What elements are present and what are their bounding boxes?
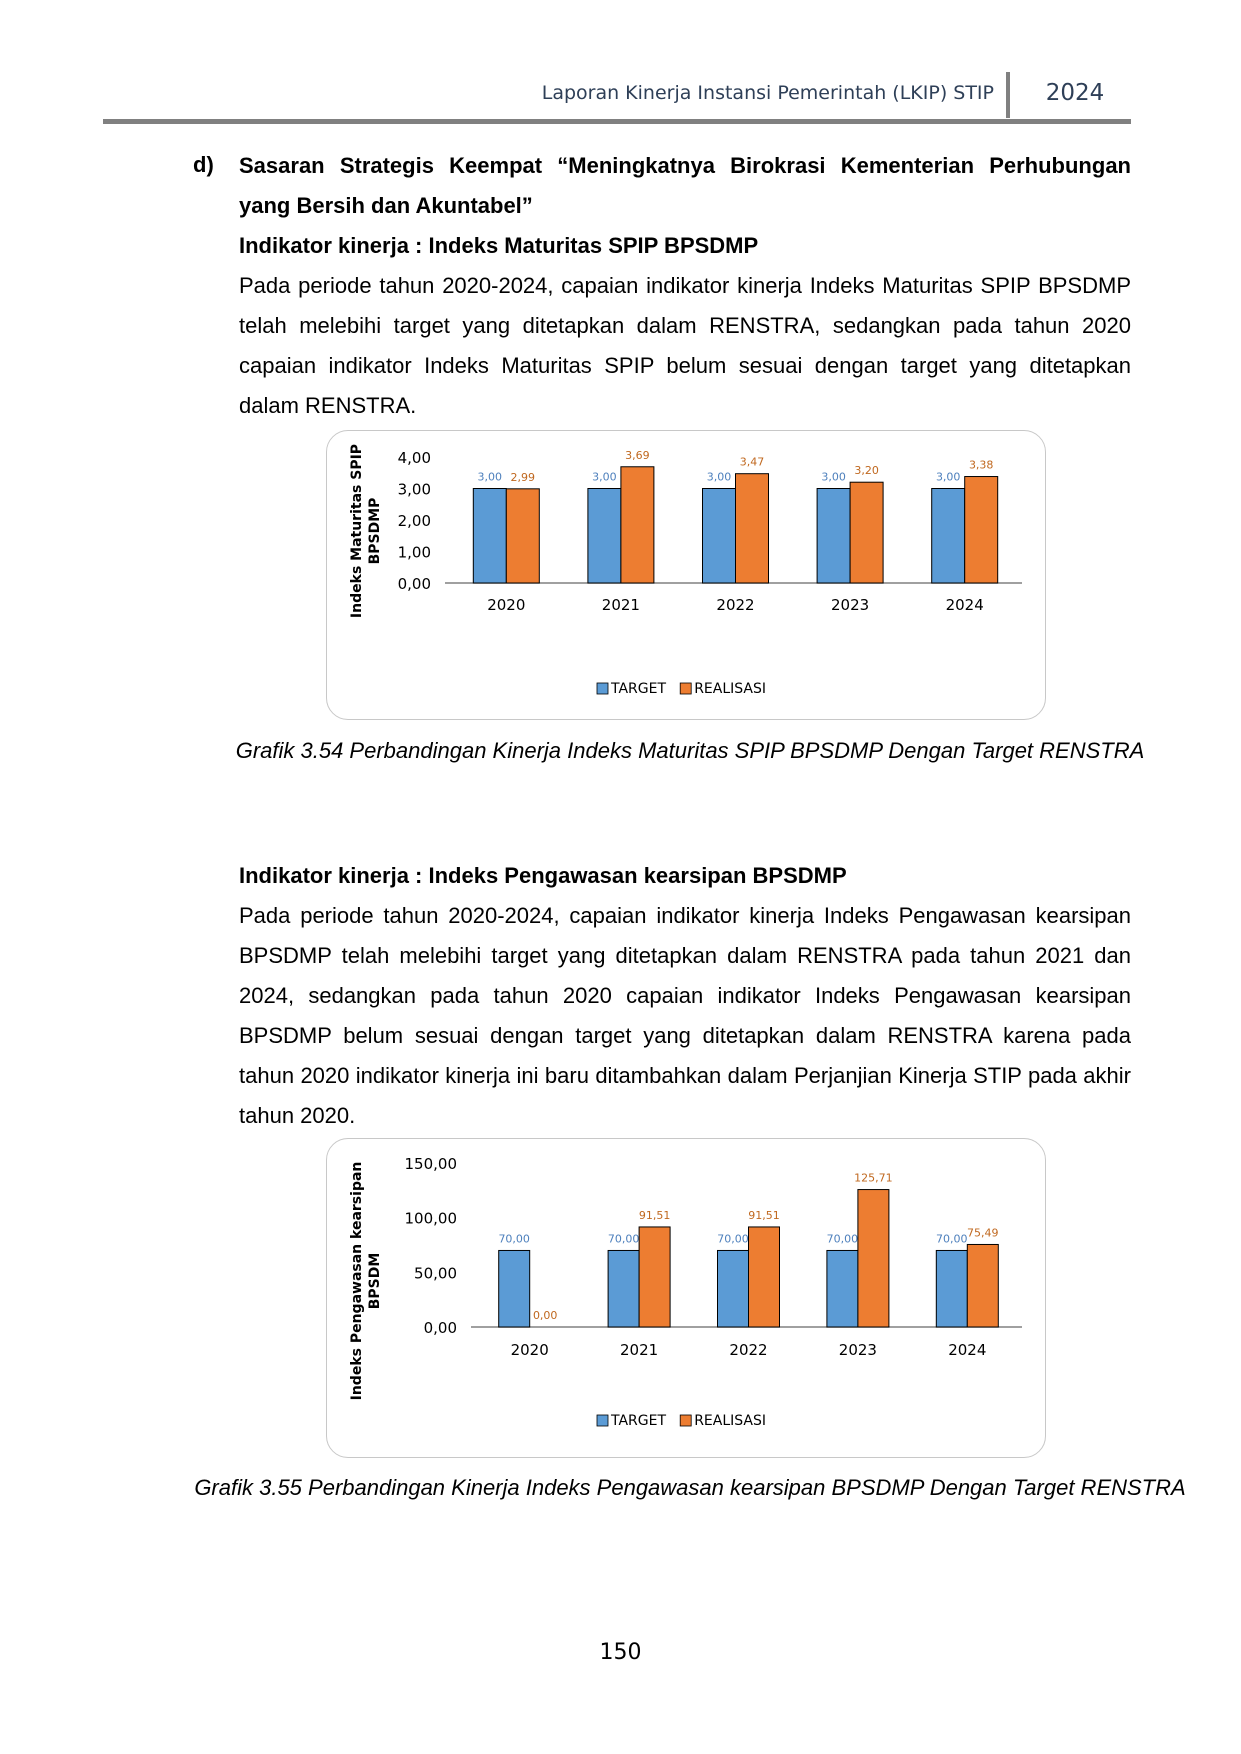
section-marker: d) xyxy=(193,152,214,177)
bar-target xyxy=(817,489,850,584)
x-tick-label: 2022 xyxy=(716,596,755,614)
legend-swatch xyxy=(597,683,608,694)
data-label-target: 70,00 xyxy=(936,1232,968,1246)
bar-target xyxy=(936,1250,967,1327)
bar-realisasi xyxy=(736,474,769,583)
header-rule xyxy=(103,119,1131,124)
data-label-target: 70,00 xyxy=(717,1232,749,1246)
y-axis-title-line: BPSDMP xyxy=(367,497,383,565)
y-axis-title-line: Indeks Maturitas SPIP xyxy=(349,443,365,619)
y-axis-title-line: BPSDM xyxy=(367,1252,383,1310)
data-label-realisasi: 75,49 xyxy=(967,1226,999,1240)
data-label-target: 3,00 xyxy=(935,470,961,484)
legend-label: TARGET xyxy=(611,681,667,697)
section-heading: Sasaran Strategis Keempat “Meningkatnya Birokrasi Kementerian Perhubungan yang Bersih dan Akuntabel” xyxy=(239,153,1131,218)
bar-realisasi xyxy=(749,1227,780,1327)
bar-target xyxy=(718,1250,749,1327)
y-axis-title-line: Indeks Pengawasan kearsipan xyxy=(349,1161,365,1401)
x-tick-label: 2024 xyxy=(948,1341,987,1359)
legend-swatch xyxy=(680,1415,691,1426)
x-tick-label: 2021 xyxy=(601,596,640,614)
indicator-2-paragraph: Pada periode tahun 2020-2024, capaian indikator kinerja Indeks Pengawasan kearsipan BPSDMP telah melebihi target yang ditetapkan dalam RENSTRA pada tahun 2021 dan 2024, sedangkan pada tahun 2020 capaian indikator Indeks Pengawasan kearsipan BPSDMP belum sesuai dengan target yang ditetapkan dalam RENSTRA karena pada tahun 2020 indikator kinerja ini baru ditambahkan dalam Perjanjian Kinerja STIP pada akhir tahun 2020. xyxy=(239,903,1131,1128)
bar-realisasi xyxy=(858,1190,889,1327)
x-tick-label: 2020 xyxy=(510,1341,549,1359)
header-title: Laporan Kinerja Instansi Pemerintah (LKIP) STIP xyxy=(541,82,994,104)
data-label-realisasi: 3,38 xyxy=(968,458,994,472)
data-label-target: 70,00 xyxy=(498,1232,530,1246)
header-separator xyxy=(1006,72,1010,118)
bar-target xyxy=(473,489,506,584)
indicator-1-paragraph: Pada periode tahun 2020-2024, capaian indikator kinerja Indeks Maturitas SPIP BPSDMP telah melebihi target yang ditetapkan dalam RENSTRA, sedangkan pada tahun 2020 capaian indikator Indeks Maturitas SPIP belum sesuai dengan target yang ditetapkan dalam RENSTRA. xyxy=(239,273,1131,418)
bar-target xyxy=(608,1250,639,1327)
legend-label: TARGET xyxy=(611,1413,667,1429)
chart-2-container xyxy=(326,1138,1046,1458)
y-tick-label: 0,00 xyxy=(423,1319,457,1337)
y-axis-title xyxy=(349,1162,383,1401)
bar-realisasi xyxy=(850,482,883,583)
x-tick-label: 2021 xyxy=(620,1341,659,1359)
chart-2-svg xyxy=(327,1139,1045,1457)
y-tick-label: 3,00 xyxy=(397,480,431,499)
data-label-target: 3,00 xyxy=(592,470,617,484)
y-tick-label: 100,00 xyxy=(404,1209,457,1228)
y-tick-label: 150,00 xyxy=(404,1155,457,1173)
bar-realisasi xyxy=(965,477,998,583)
bar-realisasi xyxy=(967,1244,998,1327)
data-label-realisasi: 91,51 xyxy=(748,1208,780,1222)
data-label-target: 3,00 xyxy=(477,470,503,484)
x-tick-label: 2023 xyxy=(831,596,870,614)
y-tick-label: 2,00 xyxy=(397,512,431,530)
chart-1-container xyxy=(326,430,1046,720)
data-label-realisasi: 91,51 xyxy=(638,1208,671,1222)
bar-target xyxy=(932,489,965,584)
data-label-realisasi: 3,47 xyxy=(739,455,765,469)
chart-1-svg xyxy=(327,431,1045,719)
chart-1-caption: Grafik 3.54 Perbandingan Kinerja Indeks Maturitas SPIP BPSDMP Dengan Target RENSTRA xyxy=(235,738,1145,763)
x-tick-label: 2023 xyxy=(838,1341,877,1359)
legend-swatch xyxy=(597,1415,608,1426)
data-label-realisasi: 3,20 xyxy=(854,464,879,478)
data-label-target: 70,00 xyxy=(826,1232,859,1246)
legend-label: REALISASI xyxy=(694,1413,767,1429)
y-tick-label: 4,00 xyxy=(397,449,431,467)
chart-2-caption: Grafik 3.55 Perbandingan Kinerja Indeks Pengawasan kearsipan BPSDMP Dengan Target RENSTRA xyxy=(194,1475,1186,1500)
y-tick-label: 0,00 xyxy=(397,575,431,593)
bar-target xyxy=(499,1250,530,1327)
indicator-2-title: Indikator kinerja : Indeks Pengawasan kearsipan BPSDMP xyxy=(239,863,847,888)
header-year: 2024 xyxy=(1045,80,1105,106)
x-tick-label: 2020 xyxy=(487,596,526,614)
bar-target xyxy=(588,489,621,584)
y-tick-label: 1,00 xyxy=(397,543,431,562)
page-number: 150 xyxy=(599,1640,642,1665)
y-tick-label: 50,00 xyxy=(414,1264,457,1283)
legend-label: REALISASI xyxy=(694,681,767,697)
bar-realisasi xyxy=(621,467,654,583)
data-label-realisasi: 125,71 xyxy=(854,1171,893,1185)
data-label-target: 3,00 xyxy=(821,470,846,484)
x-tick-label: 2024 xyxy=(945,596,984,614)
bar-realisasi xyxy=(506,489,539,583)
data-label-target: 70,00 xyxy=(607,1232,640,1246)
bar-target xyxy=(703,489,736,584)
bar-target xyxy=(827,1250,858,1327)
y-axis-title xyxy=(349,444,383,618)
data-label-target: 3,00 xyxy=(706,470,732,484)
legend-swatch xyxy=(680,683,691,694)
indicator-1-title: Indikator kinerja : Indeks Maturitas SPIP BPSDMP xyxy=(239,233,759,258)
x-tick-label: 2022 xyxy=(729,1341,768,1359)
data-label-realisasi: 2,99 xyxy=(510,470,536,484)
data-label-realisasi: 0,00 xyxy=(532,1309,558,1322)
bar-realisasi xyxy=(639,1227,670,1327)
data-label-realisasi: 3,69 xyxy=(625,448,650,462)
